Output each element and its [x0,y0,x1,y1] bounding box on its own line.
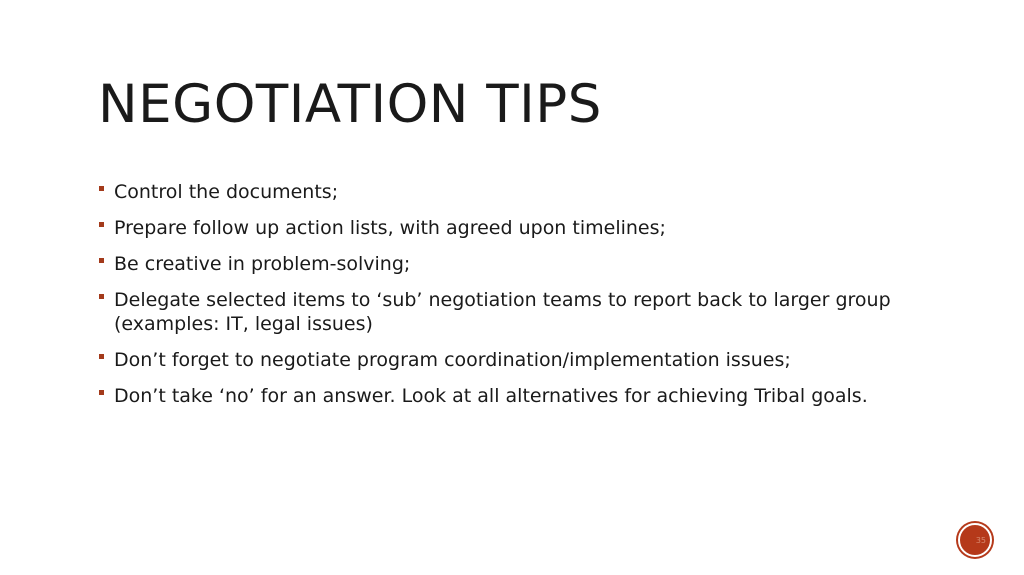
bullet-item [99,216,959,240]
bullet-text: Delegate selected items to ‘sub’ negotiation teams to report back to larger group (examples: IT, legal issues) [114,289,891,335]
slide-number-badge [958,523,992,557]
bullet-text: Don’t forget to negotiate program coordination/implementation issues; [114,349,791,371]
bullet-item [99,288,959,336]
square-bullet-icon [99,390,104,395]
bullet-item [99,180,959,204]
square-bullet-icon [99,186,104,191]
bullet-text: Control the documents; [114,181,339,203]
square-bullet-icon [99,222,104,227]
bullet-text: Be creative in problem-solving; [114,253,411,275]
bullet-item [99,252,959,276]
bullet-text: Don’t take ‘no’ for an answer. Look at all alternatives for achieving Tribal goals. [114,385,868,407]
square-bullet-icon [99,294,104,299]
square-bullet-icon [99,354,104,359]
slide-title: NEGOTIATION TIPS [98,74,602,135]
bullet-item [99,348,959,372]
slide-number: 35 [975,535,986,545]
bullet-list [99,180,959,420]
bullet-text: Prepare follow up action lists, with agreed upon timelines; [114,217,666,239]
bullet-item [99,384,959,408]
square-bullet-icon [99,258,104,263]
